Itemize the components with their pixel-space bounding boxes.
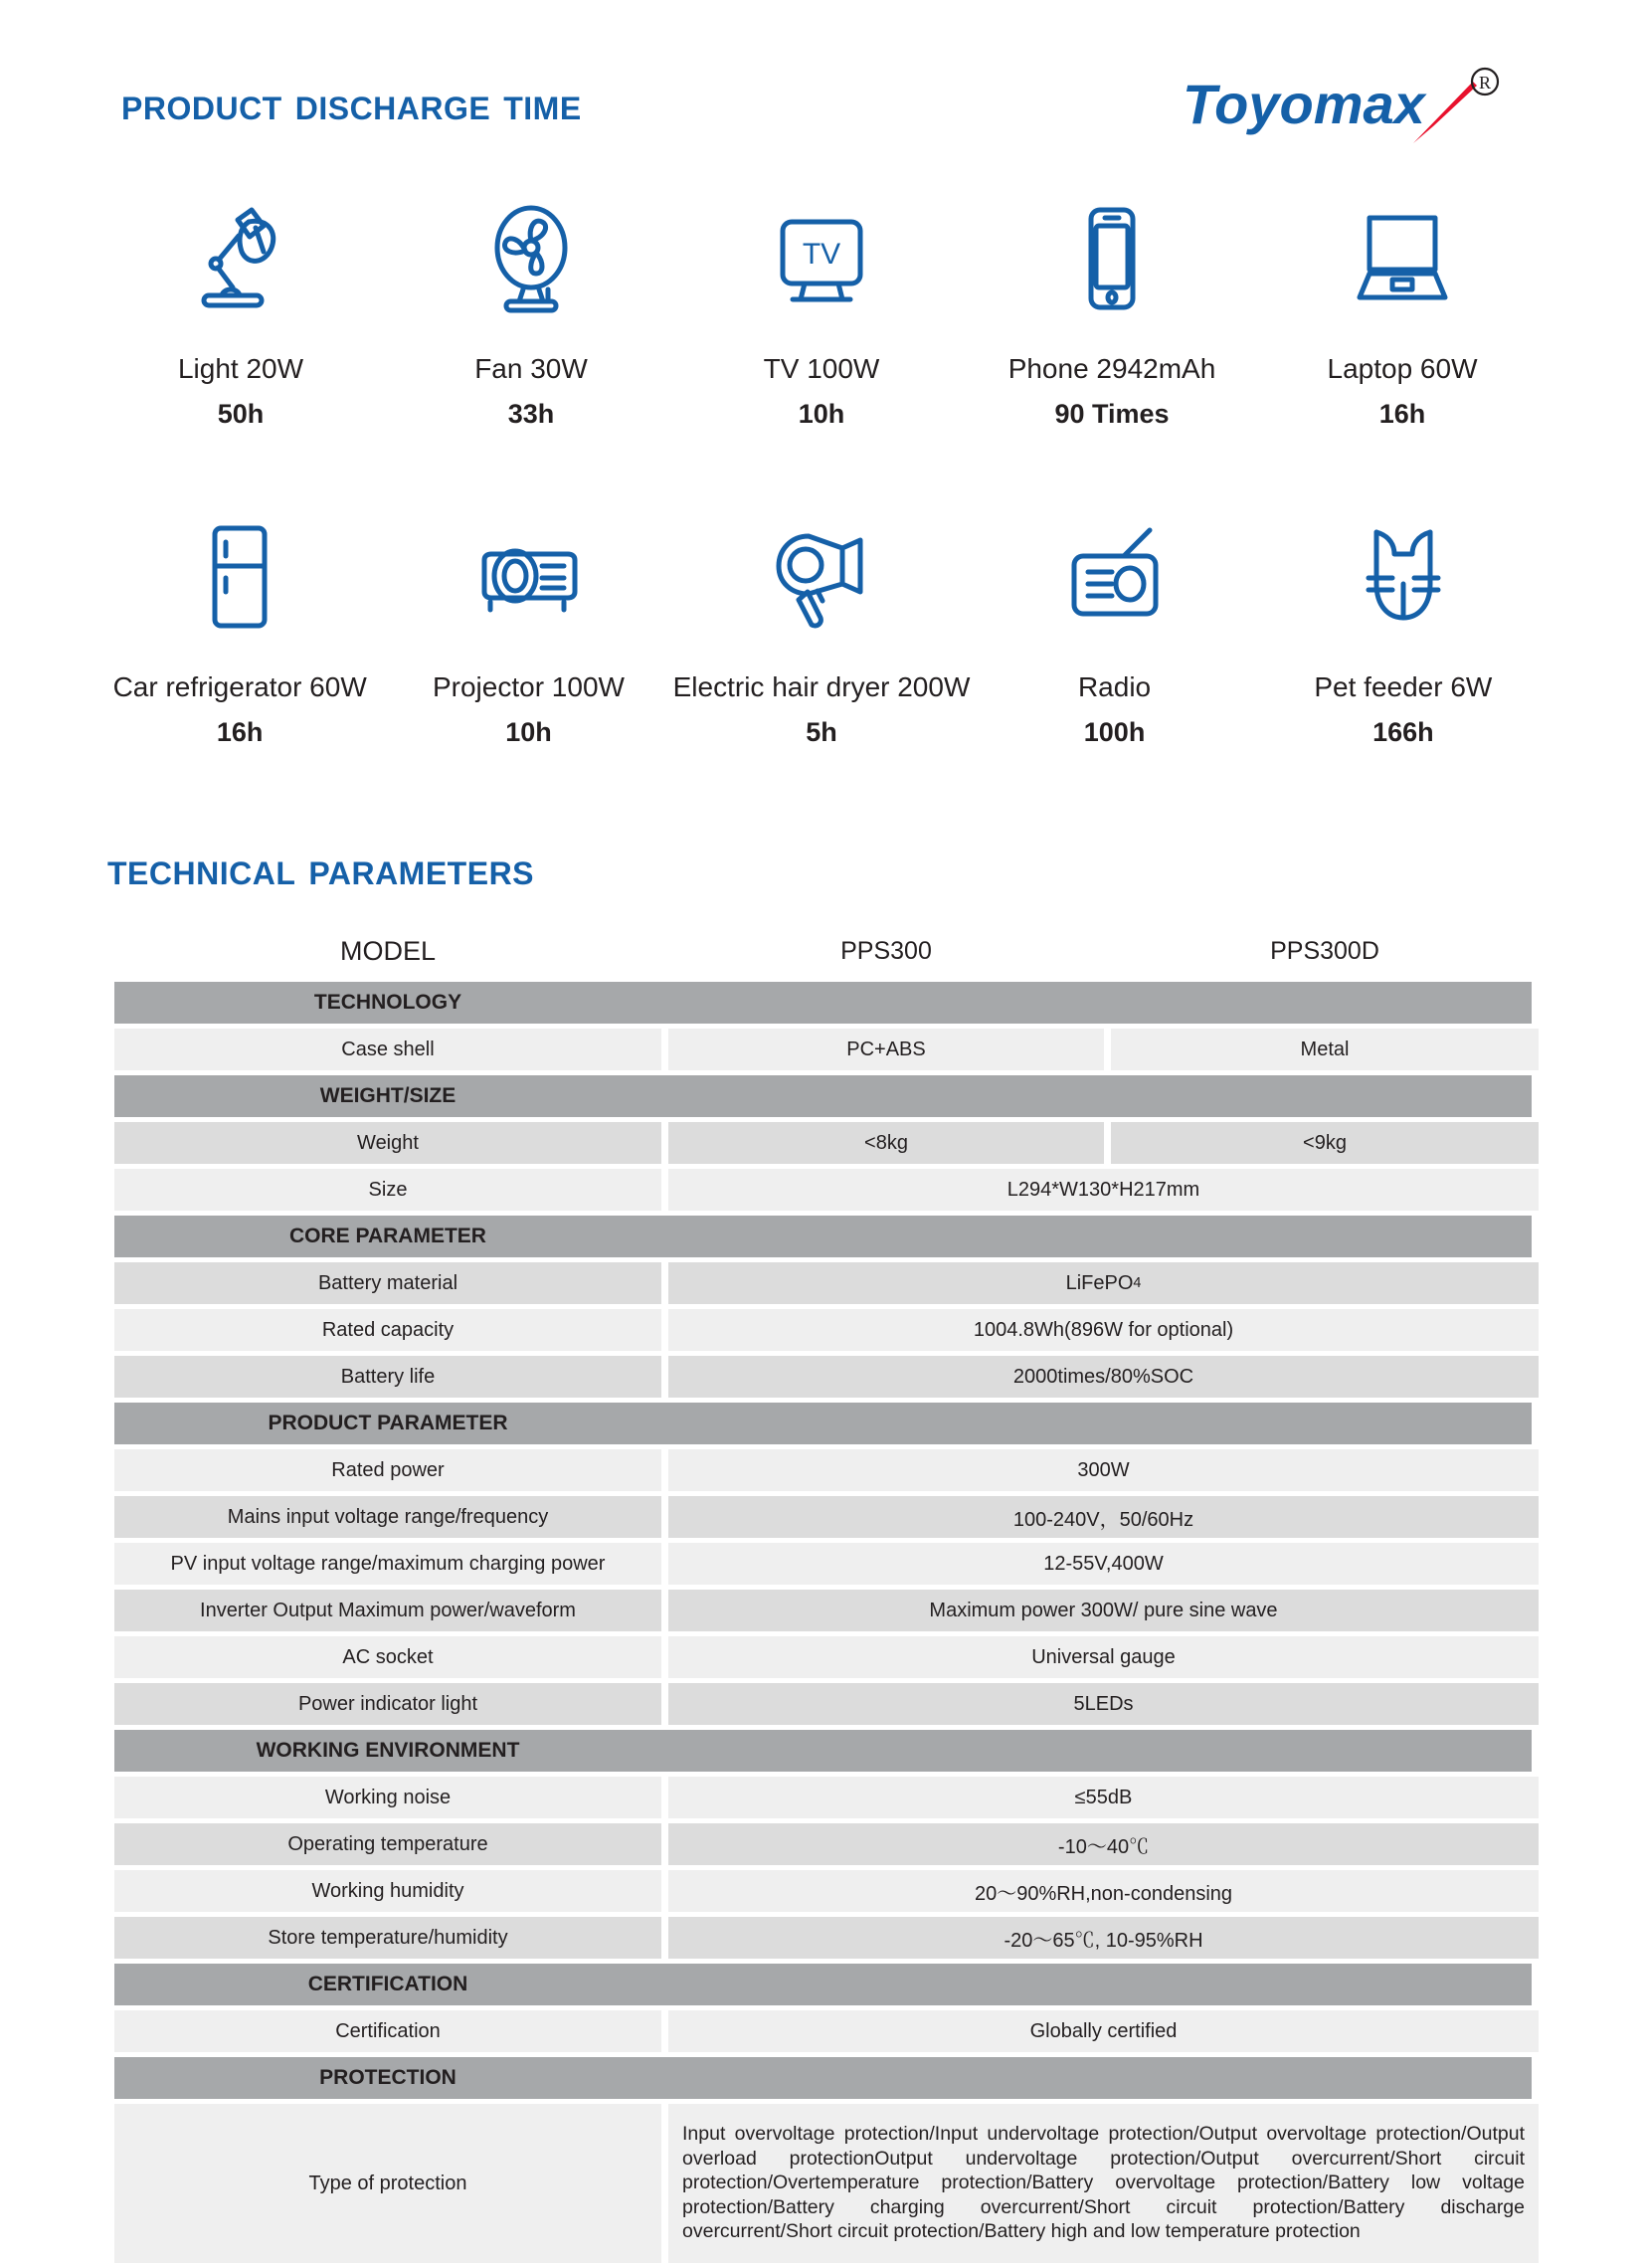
appliance-projector xyxy=(384,517,672,747)
table-row-label: Working noise xyxy=(114,1777,661,1818)
table-row-label: Battery material xyxy=(114,1262,661,1304)
table-section-label: PRODUCT PARAMETER xyxy=(268,1412,508,1434)
table-section-label: CORE PARAMETER xyxy=(289,1225,486,1247)
laptop-icon xyxy=(1348,199,1457,318)
table-row xyxy=(114,1590,1532,1631)
table-row-value-pps300d: <9kg xyxy=(1111,1122,1539,1164)
table-row-value: Universal gauge xyxy=(668,1636,1539,1678)
table-row-label: Power indicator light xyxy=(114,1683,661,1725)
smartphone-icon xyxy=(1057,199,1167,318)
appliance-fan xyxy=(386,199,676,429)
table-section-header xyxy=(114,1075,1532,1117)
tv-icon xyxy=(767,199,876,318)
table-row-value-pps300d: Metal xyxy=(1111,1029,1539,1070)
table-row-value: -10～40℃ xyxy=(668,1823,1539,1865)
hair-dryer-icon xyxy=(765,517,879,637)
appliance-laptop xyxy=(1257,199,1548,429)
chemical-subscript: 4 xyxy=(1133,1275,1142,1291)
appliance-label: Pet feeder 6W xyxy=(1314,671,1493,702)
page-title-technical: technical parameters xyxy=(107,844,535,894)
table-section-label: CERTIFICATION xyxy=(307,1973,468,1995)
table-section-header xyxy=(114,2057,1532,2099)
svg-text:TV: TV xyxy=(802,238,841,271)
page-title-discharge: product discharge time xyxy=(121,79,582,129)
appliance-runtime: 50h xyxy=(217,398,265,429)
appliance-runtime: 5h xyxy=(806,716,837,747)
logo-wordmark: Toyomax xyxy=(1183,73,1425,135)
table-row-value: 5LEDs xyxy=(668,1683,1539,1725)
table-row xyxy=(114,1122,1532,1164)
table-row-label: Rated power xyxy=(114,1449,661,1491)
table-row-value-pps300: <8kg xyxy=(668,1122,1104,1164)
table-row xyxy=(114,1917,1532,1959)
table-row-label: Weight xyxy=(114,1122,661,1164)
appliance-tv xyxy=(676,199,967,429)
registered-mark-letter: R xyxy=(1478,73,1492,93)
table-row xyxy=(114,1683,1532,1725)
appliance-label: Laptop 60W xyxy=(1327,353,1478,384)
table-row-value: Input overvoltage protection/Input undervoltage protection/Output overvoltage protection/Output overload protectionOutput undervoltage protection/Output overcurrent/Short circuit protection/Overtemperature protection/Battery overvoltage protection/Battery low voltage protection/Battery charging overcurrent/Short circuit protection/Battery discharge overcurrent/Short circuit protection/Battery high and low temperature protection xyxy=(668,2104,1539,2263)
appliance-runtime: 90 Times xyxy=(1054,398,1170,429)
table-row xyxy=(114,1496,1532,1538)
appliance-light xyxy=(95,199,386,429)
table-section-label: TECHNOLOGY xyxy=(313,991,462,1014)
appliance-runtime: 33h xyxy=(507,398,555,429)
table-row xyxy=(114,1309,1532,1351)
appliance-label: TV 100W xyxy=(763,353,880,384)
table-row-label: Battery life xyxy=(114,1356,661,1398)
table-row-value: L294*W130*H217mm xyxy=(668,1169,1539,1211)
table-row xyxy=(114,1169,1532,1211)
table-row-value: 12-55V,400W xyxy=(668,1543,1539,1585)
discharge-row-top xyxy=(95,199,1548,429)
appliance-runtime: 100h xyxy=(1083,716,1146,747)
appliance-label: Electric hair dryer 200W xyxy=(672,671,971,702)
table-section-label: WEIGHT/SIZE xyxy=(319,1084,457,1107)
table-row xyxy=(114,2010,1532,2052)
appliance-label: Car refrigerator 60W xyxy=(112,671,367,702)
table-row-label: AC socket xyxy=(114,1636,661,1678)
appliance-radio xyxy=(970,517,1258,747)
table-header-row xyxy=(114,925,1532,977)
table-row xyxy=(114,1029,1532,1070)
table-row-label: Certification xyxy=(114,2010,661,2052)
pet-feeder-icon xyxy=(1349,517,1458,637)
table-section-label: WORKING ENVIRONMENT xyxy=(256,1739,520,1762)
table-row-label: Operating temperature xyxy=(114,1823,661,1865)
appliance-runtime: 16h xyxy=(1378,398,1426,429)
appliance-runtime: 16h xyxy=(216,716,264,747)
appliance-runtime: 10h xyxy=(798,398,845,429)
table-row-label: Rated capacity xyxy=(114,1309,661,1351)
table-row xyxy=(114,2104,1532,2263)
table-row-value: ≤55dB xyxy=(668,1777,1539,1818)
table-row-value: 300W xyxy=(668,1449,1539,1491)
appliance-hair-dryer xyxy=(673,517,971,747)
appliance-label: Projector 100W xyxy=(432,671,625,702)
table-row-label: Store temperature/humidity xyxy=(114,1917,661,1959)
table-header-pps300: PPS300 xyxy=(840,936,932,965)
fan-icon xyxy=(476,199,586,318)
table-row xyxy=(114,1262,1532,1304)
table-header-pps300d: PPS300D xyxy=(1270,936,1379,965)
table-row xyxy=(114,1449,1532,1491)
table-row-value: 1004.8Wh(896W for optional) xyxy=(668,1309,1539,1351)
appliance-car-refrigerator xyxy=(95,517,384,747)
table-row-value: LiFePO 4 xyxy=(668,1262,1539,1304)
appliance-phone xyxy=(967,199,1257,429)
table-row-label: Size xyxy=(114,1169,661,1211)
table-row xyxy=(114,1636,1532,1678)
table-section-header xyxy=(114,1964,1532,2005)
table-row-label: Type of protection xyxy=(114,2104,661,2263)
brand-logo xyxy=(1179,66,1507,145)
table-row-value: Globally certified xyxy=(668,2010,1539,2052)
appliance-runtime: 166h xyxy=(1372,716,1434,747)
table-row-value: 20～90%RH,non-condensing xyxy=(668,1870,1539,1912)
table-row xyxy=(114,1823,1532,1865)
table-row-label: Case shell xyxy=(114,1029,661,1070)
table-section-header xyxy=(114,1216,1532,1257)
discharge-row-bottom xyxy=(95,517,1548,747)
table-row-value-pps300: PC+ABS xyxy=(668,1029,1104,1070)
table-row-label: Working humidity xyxy=(114,1870,661,1912)
appliance-pet-feeder xyxy=(1259,517,1548,747)
table-section-header xyxy=(114,1730,1532,1772)
table-row-label: Mains input voltage range/frequency xyxy=(114,1496,661,1538)
appliance-label: Phone 2942mAh xyxy=(1007,353,1216,384)
desk-lamp-icon xyxy=(186,199,295,318)
appliance-runtime: 10h xyxy=(505,716,552,747)
table-section-label: PROTECTION xyxy=(319,2066,457,2089)
refrigerator-icon xyxy=(185,517,294,637)
table-row xyxy=(114,1870,1532,1912)
table-section-header xyxy=(114,1403,1532,1444)
table-header-model: MODEL xyxy=(339,935,437,966)
table-row-value: -20～65℃, 10-95%RH xyxy=(668,1917,1539,1959)
appliance-label: Radio xyxy=(1077,671,1152,702)
projector-icon xyxy=(468,517,588,637)
radio-icon xyxy=(1060,517,1170,637)
appliance-label: Fan 30W xyxy=(474,353,588,384)
table-row-value: Maximum power 300W/ pure sine wave xyxy=(668,1590,1539,1631)
table-row xyxy=(114,1777,1532,1818)
technical-parameters-table xyxy=(114,925,1532,2268)
table-row xyxy=(114,1356,1532,1398)
table-row xyxy=(114,1543,1532,1585)
table-row-value: 100-240V，50/60Hz xyxy=(668,1496,1539,1538)
appliance-label: Light 20W xyxy=(177,353,304,384)
table-row-value: 2000times/80%SOC xyxy=(668,1356,1539,1398)
table-row-label: Inverter Output Maximum power/waveform xyxy=(114,1590,661,1631)
table-row-label: PV input voltage range/maximum charging power xyxy=(114,1543,661,1585)
table-section-header xyxy=(114,982,1532,1024)
